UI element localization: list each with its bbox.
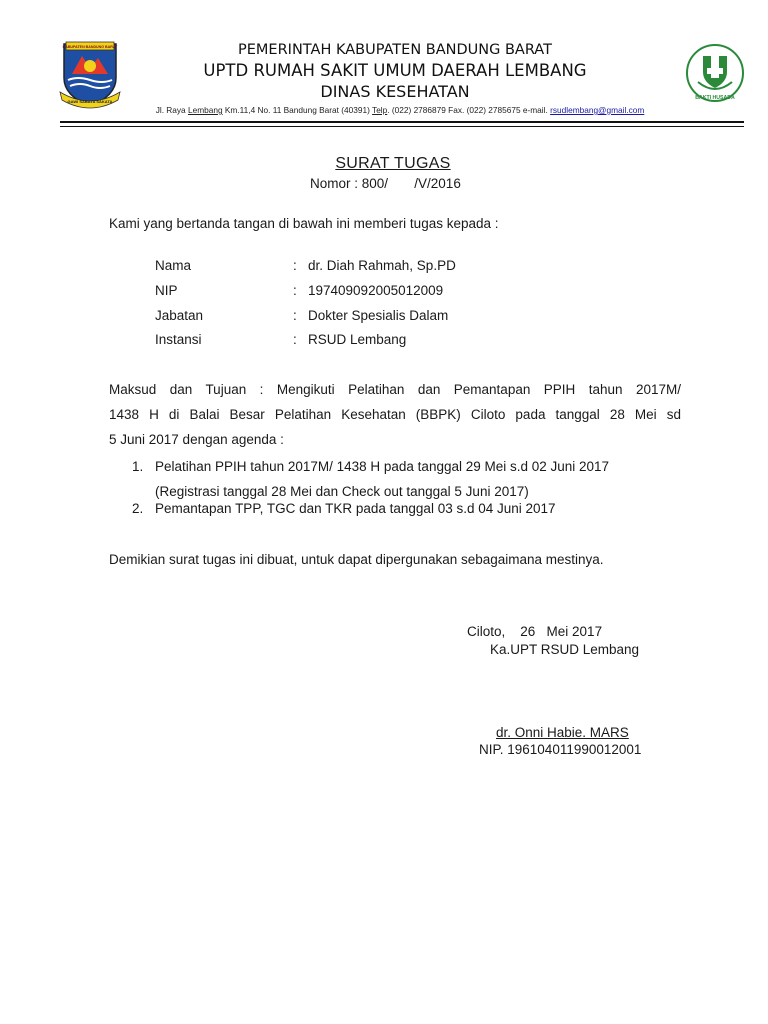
letterhead-department: DINAS KESEHATAN xyxy=(320,82,470,101)
email-link[interactable]: rsudlembang@gmail.com xyxy=(550,105,645,115)
address-part: Telp xyxy=(372,105,388,115)
letterhead-government: PEMERINTAH KABUPATEN BANDUNG BARAT xyxy=(238,42,552,58)
field-value-institution: RSUD Lembang xyxy=(308,332,407,347)
letterhead-hospital: UPTD RUMAH SAKIT UMUM DAERAH LEMBANG xyxy=(203,61,587,80)
field-value-name: dr. Diah Rahmah, Sp.PD xyxy=(308,258,456,273)
purpose-line: 1438 H di Balai Besar Pelatihan Kesehatan (BBPK) Ciloto pada tanggal 28 Mei sd xyxy=(109,407,681,422)
agenda-item: Pemantapan TPP, TGC dan TKR pada tanggal 03 s.d 04 Juni 2017 xyxy=(155,501,556,516)
intro-text: Kami yang bertanda tangan di bawah ini memberi tugas kepada : xyxy=(109,216,499,231)
letterhead-address xyxy=(100,105,700,115)
right-logo-motto: BAKTI HUSADA xyxy=(695,95,735,101)
field-label: NIP xyxy=(155,283,178,298)
document-number: Nomor : 800/ /V/2016 xyxy=(310,176,461,191)
field-separator: : xyxy=(293,258,297,273)
letterhead-rule-thick xyxy=(60,121,744,123)
letterhead-rule-thin xyxy=(60,126,744,127)
kabupaten-bandung-barat-logo xyxy=(58,38,122,110)
bakti-husada-logo xyxy=(684,42,746,104)
address-part: Lembang xyxy=(187,105,223,115)
field-value-nip: 197409092005012009 xyxy=(308,283,444,298)
field-separator: : xyxy=(293,283,297,298)
closing-text: Demikian surat tugas ini dibuat, untuk dapat dipergunakan sebagaimana mestinya. xyxy=(109,552,604,567)
document-title: SURAT TUGAS xyxy=(335,155,451,172)
signature-name: dr. Onni Habie. MARS xyxy=(496,725,629,740)
field-label: Jabatan xyxy=(155,308,204,323)
agenda-number: 1. xyxy=(132,459,144,474)
address-part: . (022) 2786879 Fax. (022) 2785675 e-mail. xyxy=(387,105,551,115)
left-logo-motto: GAWI SABATA SAKATA xyxy=(67,99,113,104)
left-logo-banner: KABUPATEN BANDUNG BARAT xyxy=(62,45,118,49)
signature-position: Ka.UPT RSUD Lembang xyxy=(490,642,640,657)
field-value-position: Dokter Spesialis Dalam xyxy=(308,308,449,323)
purpose-line: 5 Juni 2017 dengan agenda : xyxy=(109,432,284,447)
signature-place-date: Ciloto, 26 Mei 2017 xyxy=(467,624,603,639)
signature-nip: NIP. 196104011990012001 xyxy=(479,742,642,757)
agenda-item-note: (Registrasi tanggal 28 Mei dan Check out tanggal 5 Juni 2017) xyxy=(155,484,529,499)
purpose-paragraph xyxy=(109,377,681,452)
purpose-line: Maksud dan Tujuan : Mengikuti Pelatihan dan Pemantapan PPIH tahun 2017M/ xyxy=(109,382,681,397)
field-separator: : xyxy=(293,308,297,323)
field-label: Instansi xyxy=(155,332,202,347)
field-label: Nama xyxy=(155,258,192,273)
agenda-item: Pelatihan PPIH tahun 2017M/ 1438 H pada tanggal 29 Mei s.d 02 Juni 2017 xyxy=(155,459,610,474)
field-separator: : xyxy=(293,332,297,347)
agenda-number: 2. xyxy=(132,501,144,516)
address-part: Jl. Raya xyxy=(155,105,188,115)
address-part: Km.11,4 No. 11 Bandung Barat (40391) xyxy=(222,105,373,115)
